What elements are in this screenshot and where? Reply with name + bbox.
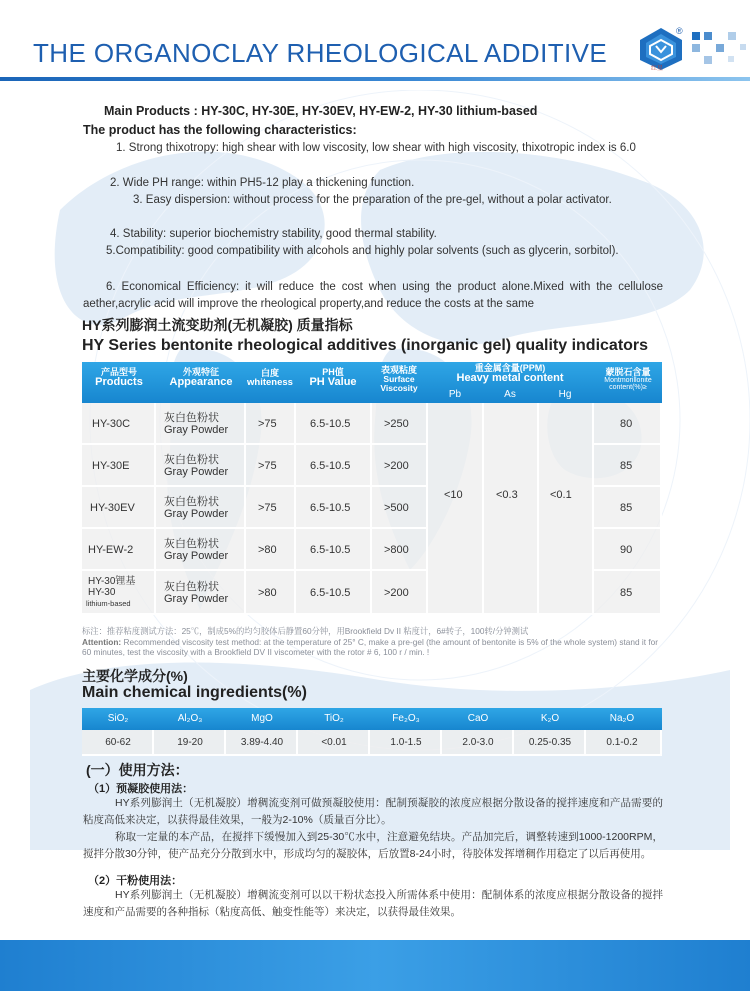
table-cell-appearance-cn: 灰白色粉状 (164, 454, 219, 466)
chem-value: 0.1-0.2 (606, 737, 638, 748)
col-whiteness: 白度 whiteness (247, 368, 293, 388)
quality-table-body (82, 403, 662, 615)
chemical-table-header (82, 708, 662, 730)
chem-col-mgo: MgO (251, 713, 273, 724)
table-cell-montmorillonite: 85 (620, 460, 633, 472)
characteristic-item: 3. Easy dispersion: without process for the preparation of the pre-gel, without a polar activator. (133, 194, 612, 206)
col-products: 产品型号 Products (95, 367, 143, 388)
table-cell-hg: <0.1 (550, 489, 572, 501)
main-products-line: Main Products : HY-30C, HY-30E, HY-30EV, HY-EW-2, HY-30 lithium-based (104, 104, 538, 118)
table-cell-viscosity: >200 (384, 460, 409, 472)
chemical-heading-cn: 主要化学成分(%) (82, 668, 188, 684)
chemical-table-row (82, 730, 662, 756)
table-cell-montmorillonite: 85 (620, 587, 633, 599)
table-cell-product: HY-30E (92, 460, 130, 472)
usage-heading: (一）使用方法： (86, 762, 189, 778)
table-cell-appearance-en: Gray Powder (164, 466, 229, 478)
pregel-paragraph-1: HY系列膨润土（无机凝胶）增稠流变剂可做预凝胶使用：配制预凝胶的浓度应根据分散设备的搅拌速度和产品需要的粘度高低来决定，以获得最佳效果，一般为2-10%（质量百分比）。 (83, 797, 663, 826)
chem-value: 1.0-1.5 (390, 737, 422, 748)
title-rule (0, 77, 750, 81)
footer-band (0, 940, 750, 991)
table-cell-montmorillonite: 85 (620, 502, 633, 514)
col-ph: PH值 PH Value (309, 367, 357, 388)
table-cell-whiteness: >75 (258, 502, 277, 514)
page-title: THE ORGANOCLAY RHEOLOGICAL ADDITIVE (33, 38, 608, 68)
table-cell-ph: 6.5-10.5 (310, 418, 351, 430)
pregel-paragraph-2: 称取一定量的本产品，在搅拌下缓慢加入到25-30℃水中，注意避免结块。产品加完后，调整转速到1000-1200RPM，搅拌分散30分钟，使产品充分分散到水中，形成均匀的凝胶体，后放置8-24小时，待胶体发挥增稠作用稳定了以后再使用。 (83, 831, 663, 860)
table-cell-appearance-cn: 灰白色粉状 (164, 581, 219, 593)
table-cell-product-line2: HY-30 (88, 587, 116, 598)
decorative-squares-icon (690, 30, 750, 76)
table-cell-whiteness: >75 (258, 460, 277, 472)
col-heavy-metal: 重金属含量(PPM) Heavy metal content (456, 363, 564, 384)
quality-heading-cn: HY系列膨润土流变助剂(无机凝胶) 质量指标 (82, 317, 353, 333)
col-hg: Hg (558, 389, 572, 400)
registered-mark: ® (676, 26, 683, 36)
table-cell-ph: 6.5-10.5 (310, 544, 351, 556)
dry-powder-paragraph: HY系列膨润土（无机凝胶）增稠流变剂可以以干粉状态投入所需体系中使用：配制体系的浓度应根据分散设备的搅拌速度和产品需要的各种指标（粘度高低、触变性能等）来决定，以获得最佳效果。 (83, 889, 663, 918)
table-cell-whiteness: >80 (258, 587, 277, 599)
chem-value: <0.01 (321, 737, 347, 748)
table-cell-product: HY-30C (92, 418, 131, 430)
chem-value: 0.25-0.35 (528, 737, 572, 748)
chem-value: 2.0-3.0 (462, 737, 494, 748)
col-viscosity: 表观粘度 Surface Viscosity (380, 365, 418, 393)
col-montmorillonite: 蒙脱石含量 Montmorillonite content(%)≥ (604, 367, 652, 391)
table-cell-product: HY-EW-2 (88, 544, 134, 556)
chem-value: 60-62 (105, 737, 131, 748)
col-as: As (504, 389, 516, 400)
table-cell-appearance-en: Gray Powder (164, 550, 229, 562)
chem-col-fe2o3: Fe₂O₃ (392, 713, 420, 724)
table-cell-ph: 6.5-10.5 (310, 460, 351, 472)
chem-col-tio2: TiO₂ (324, 713, 344, 724)
chem-value: 3.89-4.40 (240, 737, 284, 748)
chem-col-cao: CaO (467, 713, 489, 724)
table-cell-montmorillonite: 90 (620, 544, 633, 556)
table-cell-as: <0.3 (496, 489, 518, 501)
col-pb: Pb (448, 389, 462, 400)
note-en-label: Attention: (82, 636, 122, 647)
table-cell-ph: 6.5-10.5 (310, 587, 351, 599)
note-cn: 标注：推荐粘度测试方法：25℃，制成5%的均匀胶体后静置60分钟，用Brookfield Dv II 粘度计，6#转子，100转/分钟测试 (82, 626, 529, 636)
table-cell-appearance-cn: 灰白色粉状 (164, 412, 219, 424)
table-cell-appearance-cn: 灰白色粉状 (164, 496, 219, 508)
page-header (0, 0, 750, 90)
pregel-method-title: （1）预凝胶使用法： (88, 783, 194, 795)
table-cell-whiteness: >75 (258, 418, 277, 430)
characteristics-heading: The product has the following characteristics: (83, 123, 357, 137)
table-cell-whiteness: >80 (258, 544, 277, 556)
col-appearance: 外观特征 Appearance (169, 367, 233, 388)
chem-col-na2o: Na₂O (609, 713, 635, 724)
characteristic-item: 2. Wide PH range: within PH5-12 play a thickening function. (110, 177, 415, 189)
table-cell-product-line3: lithium-based (86, 599, 131, 608)
table-cell-montmorillonite: 80 (620, 418, 633, 430)
table-cell-product: HY-30EV (90, 502, 135, 514)
table-cell-pb: <10 (444, 489, 463, 501)
quality-heading-en: HY Series bentonite rheological additives (inorganic gel) quality indicators (82, 337, 649, 354)
viscosity-test-note (82, 626, 664, 658)
characteristic-item: 6. Economical Efficiency: it will reduce the cost when using the product alone.Mixed with the cellulose aether,acrylic acid will improve the rheological property,and reduce the costs at the same (83, 281, 663, 310)
quality-table-header (82, 362, 662, 403)
table-cell-viscosity: >250 (384, 418, 409, 430)
chem-col-k2o: K₂O (540, 713, 560, 724)
chemical-heading-en: Main chemical ingredients(%) (82, 684, 307, 701)
characteristic-item: 4. Stability: superior biochemistry stability, good thermal stability. (110, 228, 437, 240)
characteristic-item: 1. Strong thixotropy: high shear with low viscosity, low shear with high viscosity, thixotropic index is 6.0 (116, 142, 636, 154)
table-cell-appearance-en: Gray Powder (164, 593, 229, 605)
chem-value: 19-20 (177, 737, 203, 748)
table-cell-appearance-en: Gray Powder (164, 508, 229, 520)
chem-col-sio2: SiO₂ (107, 713, 129, 724)
table-cell-ph: 6.5-10.5 (310, 502, 351, 514)
table-cell-viscosity: >500 (384, 502, 409, 514)
dry-powder-method-title: （2）干粉使用法： (88, 875, 183, 887)
table-cell-viscosity: >200 (384, 587, 409, 599)
table-cell-product: HY-30锂基 (88, 576, 136, 587)
table-cell-appearance-en: Gray Powder (164, 424, 229, 436)
note-en (82, 637, 664, 658)
table-cell-viscosity: >800 (384, 544, 409, 556)
logo-text: 红星 (651, 66, 664, 72)
characteristic-item: 5.Compatibility: good compatibility with alcohols and highly polar solvents (such as glycerin, sorbitol). (106, 245, 619, 257)
note-en-text: Recommended viscosity test method: at the temperature of 25° C, make a pre-gel (the amount of bentonite is 5% of the whole system) stand it for 60 minutes, test the viscosity with a Brookfield DV II viscometer with the rotor # 6, 100 r / min. ! (82, 636, 659, 657)
chem-col-al2o3: Al₂O₃ (177, 713, 203, 724)
table-cell-appearance-cn: 灰白色粉状 (164, 538, 219, 550)
